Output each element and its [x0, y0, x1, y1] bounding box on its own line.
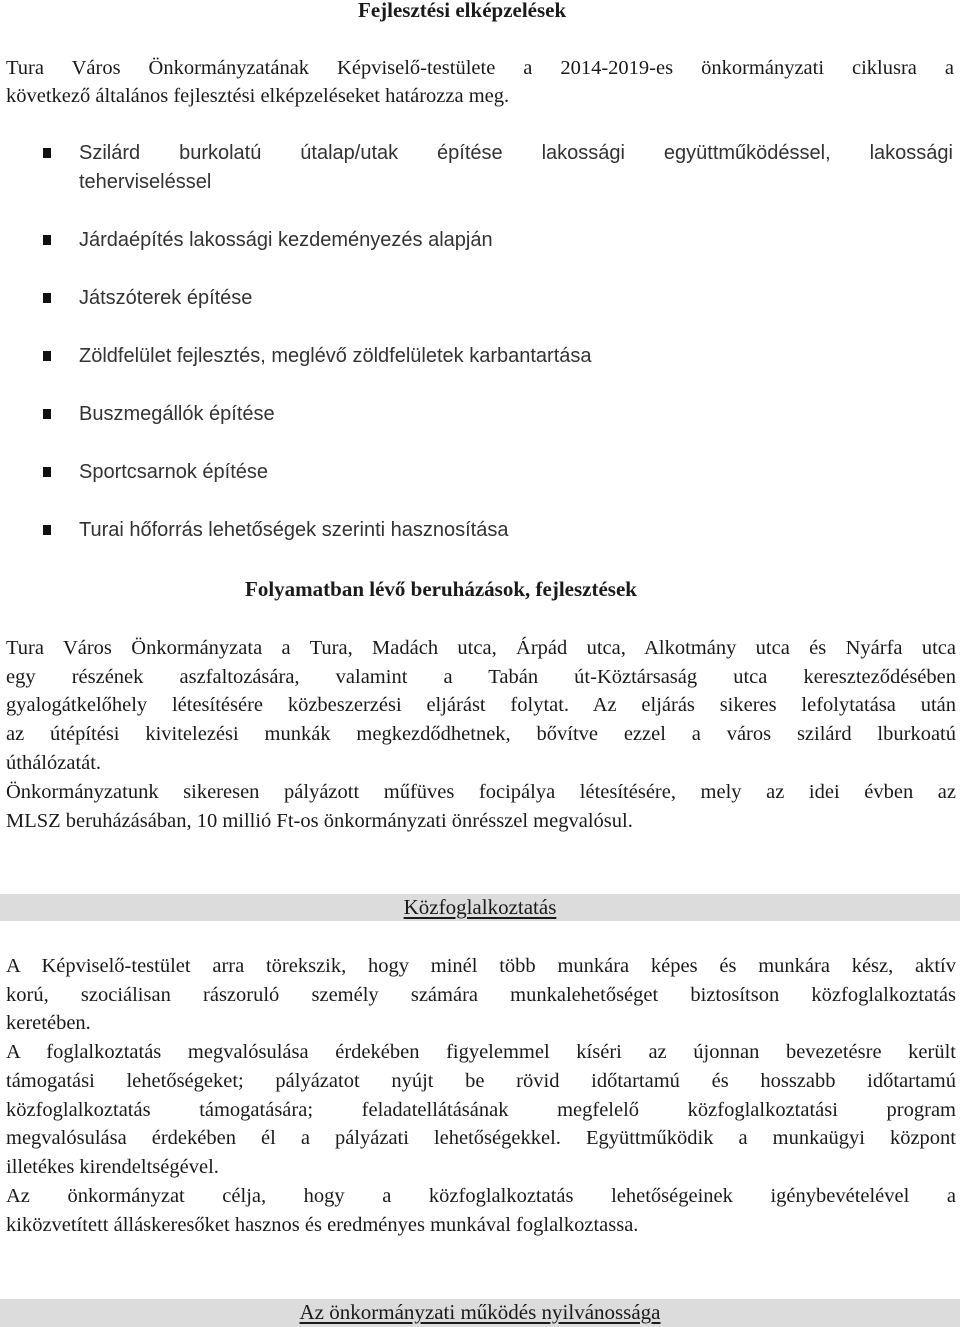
section-heading: Közfoglalkoztatás	[403, 895, 557, 919]
bullet-square-icon	[43, 525, 51, 535]
list-item	[0, 139, 960, 168]
bullet-square-icon	[43, 293, 51, 303]
paragraph-line: Az önkormányzat célja, hogy a közfoglalkoztatás lehetőségeinek igénybevételével a	[6, 1185, 956, 1207]
list-item	[0, 284, 960, 313]
list-item-text: Szilárd burkolatú útalap/utak építése lakossági együttműködéssel, lakossági	[79, 142, 953, 164]
list-item-text: Járdaépítés lakossági kezdeményezés alapján	[79, 229, 493, 251]
section-heading: Az önkormányzati működés nyilvánossága	[299, 1300, 661, 1324]
intro-line-2: következő általános fejlesztési elképzeléseket határozza meg.	[6, 85, 510, 107]
list-item-text: Zöldfelület fejlesztés, meglévő zöldfelületek karbantartása	[79, 345, 592, 367]
paragraph-line: az útépítési kivitelezési munkák megkezdődhetnek, bővítve ezzel a város szilárd lburkoatú	[6, 723, 956, 745]
list-item	[0, 342, 960, 371]
section-heading-band	[0, 1299, 960, 1327]
list-item	[0, 226, 960, 255]
paragraph-line: A Képviselő-testület arra törekszik, hogy minél több munkára képes és munkára kész, aktív	[6, 955, 956, 977]
paragraph-line: gyalogátkelőhely létesítésére közbeszerzési eljárást folytat. Az eljárás sikeres lefolytatása után	[6, 694, 956, 716]
bullet-square-icon	[43, 235, 51, 245]
paragraph-line: illetékes kirendeltségével.	[6, 1156, 219, 1178]
paragraph-line: MLSZ beruházásában, 10 millió Ft-os önkormányzati önrésszel megvalósul.	[6, 810, 633, 832]
bullet-square-icon	[43, 148, 51, 158]
paragraph-line: egy részének aszfaltozására, valamint a Tabán út-Köztársaság utca kereszteződésében	[6, 666, 956, 688]
list-item-text: Buszmegállók építése	[79, 403, 275, 425]
bullet-square-icon	[43, 467, 51, 477]
intro-line-1: Tura Város Önkormányzatának Képviselő-testülete a 2014-2019-es önkormányzati ciklusra a	[6, 57, 954, 79]
bullet-square-icon	[43, 409, 51, 419]
list-item-text: Turai hőforrás lehetőségek szerinti hasznosítása	[79, 519, 509, 541]
list-item	[0, 400, 960, 429]
section-heading: Folyamatban lévő beruházások, fejlesztések	[245, 577, 637, 601]
list-item-text: Játszóterek építése	[79, 287, 253, 309]
paragraph-line: kiközvetített álláskeresőket hasznos és eredményes munkával foglalkoztassa.	[6, 1214, 639, 1236]
paragraph-line: támogatási lehetőségeket; pályázatot nyújt be rövid időtartamú és hosszabb időtartamú	[6, 1070, 956, 1092]
section-heading-band	[0, 894, 960, 921]
list-item-continuation	[0, 168, 960, 197]
paragraph-line: úthálózatát.	[6, 752, 102, 774]
paragraph-line: megvalósulása érdekében él a pályázati lehetőségekkel. Együttműködik a munkaügyi központ	[6, 1127, 956, 1149]
paragraph-line: A foglalkoztatás megvalósulása érdekében figyelemmel kíséri az újonnan bevezetésre került	[6, 1041, 956, 1063]
bullet-square-icon	[43, 351, 51, 361]
page-title: Fejlesztési elképzelések	[358, 0, 567, 22]
list-item	[0, 516, 960, 545]
paragraph-line: korú, szociálisan rászoruló személy számára munkalehetőséget biztosítson közfoglalkoztatás	[6, 984, 956, 1006]
paragraph-line: Önkormányzatunk sikeresen pályázott műfüves focipálya létesítésére, mely az idei évben az	[6, 781, 956, 803]
paragraph-line: közfoglalkoztatás támogatására; feladatellátásának megfelelő közfoglalkoztatási program	[6, 1099, 956, 1121]
paragraph-line: Tura Város Önkormányzata a Tura, Madách utca, Árpád utca, Alkotmány utca és Nyárfa utca	[6, 637, 956, 659]
list-item-text: teherviseléssel	[79, 171, 212, 193]
list-item	[0, 458, 960, 487]
paragraph-line: keretében.	[6, 1012, 91, 1034]
list-item-text: Sportcsarnok építése	[79, 461, 268, 483]
